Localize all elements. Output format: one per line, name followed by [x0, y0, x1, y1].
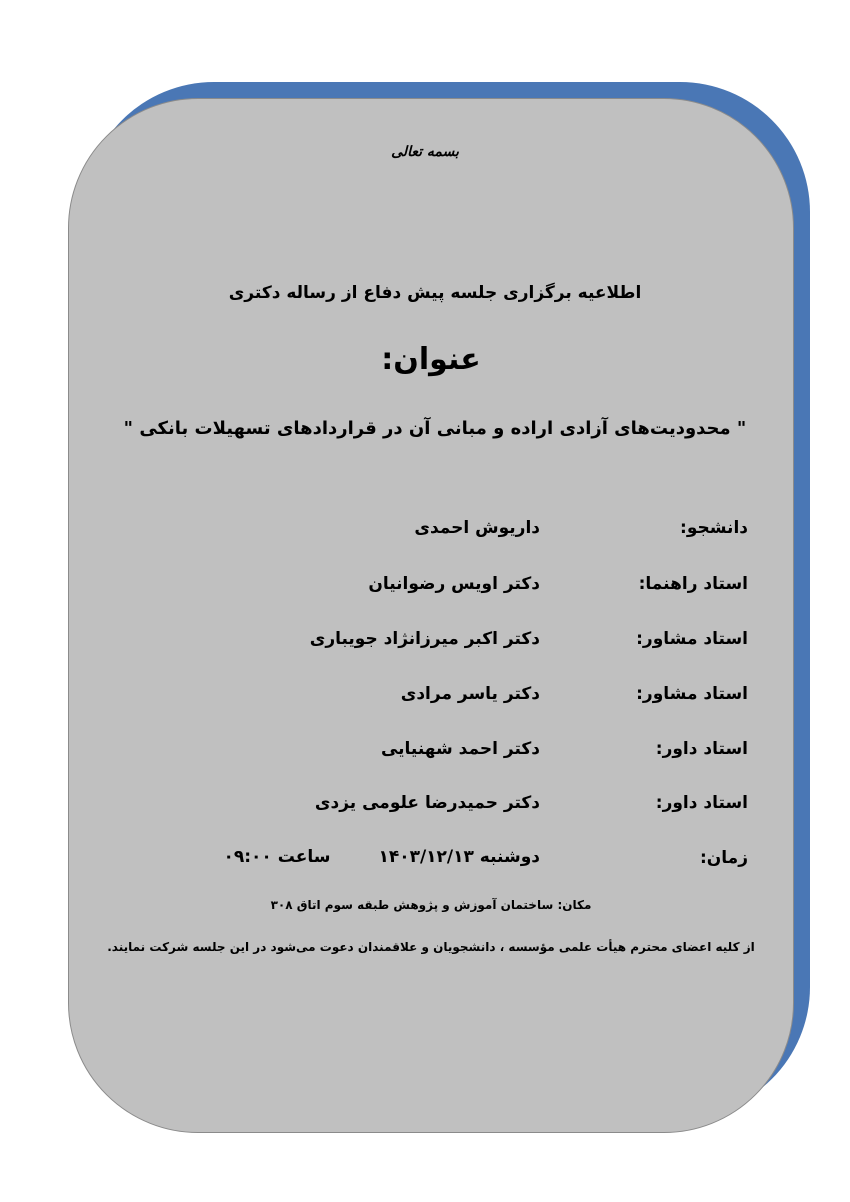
invitation-text: از کلیه اعضای محترم هیأت علمی مؤسسه ، دانشجویان و علاقمندان دعوت می‌شود در این جلسه شرکت نمایند. — [107, 940, 755, 954]
thesis-title: " محدودیت‌های آزادی اراده و مبانی آن در قراردادهای تسهیلات بانکی " — [123, 418, 747, 439]
title-label: عنوان: — [381, 342, 481, 377]
location-text: مکان: ساختمان آموزش و پژوهش طبقه سوم اتاق ۳۰۸ — [270, 898, 592, 912]
advisor-label-2: استاد مشاور: — [636, 684, 748, 704]
schedule-label: زمان: — [699, 848, 748, 868]
announcement-card — [68, 98, 794, 1133]
advisor-name-1: دکتر اکبر میرزانژاد جویباری — [309, 629, 540, 649]
referee-name-1: دکتر احمد شهنیایی — [380, 739, 540, 759]
advisor-label-1: استاد مشاور: — [636, 629, 748, 649]
supervisor-name: دکتر اویس رضوانیان — [368, 574, 540, 594]
student-label: دانشجو: — [680, 518, 748, 538]
referee-name-2: دکتر حمیدرضا علومی یزدی — [314, 793, 540, 813]
bismillah-heading: بسمه تعالی — [391, 144, 459, 160]
referee-label-2: استاد داور: — [655, 793, 748, 813]
notice-heading: اطلاعیه برگزاری جلسه پیش دفاع از رساله دکتری — [228, 283, 642, 303]
student-name: داریوش احمدی — [414, 518, 540, 538]
supervisor-label: استاد راهنما: — [638, 574, 748, 594]
advisor-name-2: دکتر یاسر مرادی — [400, 684, 540, 704]
schedule-time: ساعت ۰۹:۰۰ — [223, 847, 331, 867]
schedule-date: دوشنبه ۱۴۰۳/۱۲/۱۳ — [378, 847, 540, 867]
referee-label-1: استاد داور: — [655, 739, 748, 759]
schedule-block — [223, 847, 540, 867]
